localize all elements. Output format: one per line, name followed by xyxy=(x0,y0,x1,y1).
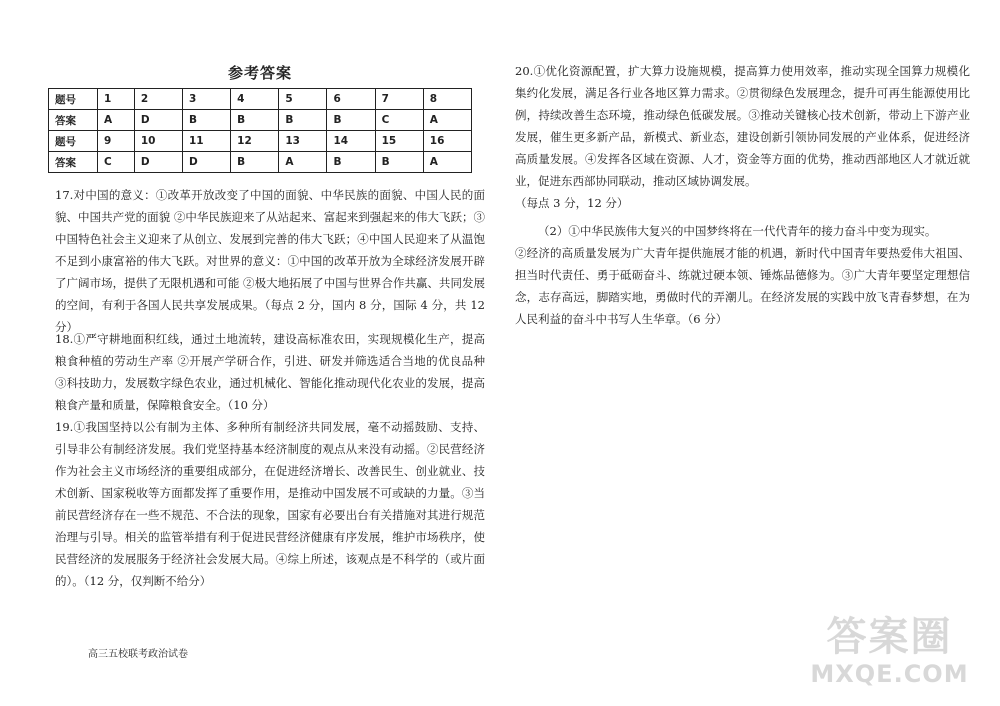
answer-table-cell: 9 xyxy=(98,131,135,152)
answer-table-cell: 6 xyxy=(327,89,375,110)
answer-table-cell: 3 xyxy=(183,89,231,110)
question-18-answer xyxy=(55,328,485,416)
page-footer: 高三五校联考政治试卷 xyxy=(88,649,188,660)
answer-title: 参考答案 xyxy=(227,64,292,82)
answer-table xyxy=(48,88,472,173)
question-17-text: 17.对中国的意义：①改革开放改变了中国的面貌、中华民族的面貌、中国人民的面貌、中国共产党的面貌 ②中华民族迎来了从站起来、富起来到强起来的伟大飞跃；③中国特色社会主义迎来了从创立、发展到完善的伟大飞跃；④中国人民迎来了从温饱不足到小康富裕的伟大飞跃。对世界的意义：①中国的改革开放为全球经济发展开辟了广阔市场，提供了无限机遇和可能 ②极大地拓展了中国与世界合作共赢、共同发展的空间，有利于各国人民共享发展成果。（每点 2 分，国内 8 分，国际 4 分，共 12 分） xyxy=(55,188,485,334)
answer-table-cell: 4 xyxy=(231,89,279,110)
answer-table-header-cell: 题号 xyxy=(49,131,98,152)
question-19-answer xyxy=(55,416,485,592)
answer-table-row xyxy=(49,152,472,173)
answer-table-cell: C xyxy=(375,110,423,131)
answer-table-cell: B xyxy=(279,110,327,131)
answer-table-cell: 14 xyxy=(327,131,375,152)
question-20-answer xyxy=(515,60,970,214)
question-20-part2a: （2）①中华民族伟大复兴的中国梦终将在一代代青年的接力奋斗中变为现实。 xyxy=(538,224,937,238)
question-20-part2b: ②经济的高质量发展为广大青年提供施展才能的机遇，新时代中国青年要热爱伟大祖国、担当时代责任、勇于砥砺奋斗、练就过硬本领、锤炼品德修为。③广大青年要坚定理想信念，志存高远，脚踏实地，勇做时代的弄潮儿。在经济发展的实践中放飞青春梦想，在为人民利益的奋斗中书写人生华章。（6 分） xyxy=(515,246,970,326)
answer-table-cell: D xyxy=(183,152,231,173)
answer-table-row xyxy=(49,131,472,152)
answer-table-cell: 13 xyxy=(279,131,327,152)
answer-table-cell: B xyxy=(327,152,375,173)
answer-table-cell: 10 xyxy=(134,131,182,152)
question-17-answer xyxy=(55,184,485,338)
answer-table-header-cell: 答案 xyxy=(49,110,98,131)
answer-table-row xyxy=(49,110,472,131)
answer-table-row xyxy=(49,89,472,110)
watermark-top: 答案圈 xyxy=(826,614,953,660)
answer-table-cell: 7 xyxy=(375,89,423,110)
watermark-logo xyxy=(797,614,982,692)
answer-table-cell: C xyxy=(98,152,135,173)
answer-table-cell: 8 xyxy=(423,89,471,110)
question-20-score1: （每点 3 分，12 分） xyxy=(515,196,629,210)
answer-table-cell: A xyxy=(98,110,135,131)
question-20-part1: 20.①优化资源配置，扩大算力设施规模，提高算力使用效率，推动实现全国算力规模化集约化发展，满足各行业各地区算力需求。②贯彻绿色发展理念，提升可再生能源使用比例，持续改善生态环境，推动绿色低碳发展。③推动关键核心技术创新，带动上下游产业发展，催生更多新产品，新模式、新业态，建设创新引领协同发展的产业体系，促进经济高质量发展。④发挥各区域在资源、人才，资金等方面的优势，推动西部地区人才就近就业，促进东西部协同联动，推动区域协调发展。 xyxy=(515,64,970,188)
answer-table-cell: 5 xyxy=(279,89,327,110)
answer-table-header-cell: 答案 xyxy=(49,152,98,173)
answer-table-cell: 16 xyxy=(423,131,471,152)
answer-table-cell: 12 xyxy=(231,131,279,152)
answer-table-cell: 11 xyxy=(183,131,231,152)
answer-table-cell: B xyxy=(375,152,423,173)
answer-table-cell: B xyxy=(231,110,279,131)
answer-table-cell: A xyxy=(279,152,327,173)
question-20-part2 xyxy=(515,220,970,330)
answer-table-cell: B xyxy=(183,110,231,131)
answer-table-cell: 15 xyxy=(375,131,423,152)
answer-table-cell: A xyxy=(423,152,471,173)
answer-table-cell: 2 xyxy=(134,89,182,110)
question-19-text: 19.①我国坚持以公有制为主体、多种所有制经济共同发展，毫不动摇鼓励、支持、引导非公有制经济发展。我们党坚持基本经济制度的观点从来没有动摇。②民营经济作为社会主义市场经济的重要组成部分，在促进经济增长、改善民生、创业就业、技术创新、国家税收等方面都发挥了重要作用，是推动中国发展不可或缺的力量。③当前民营经济存在一些不规范、不合法的现象，国家有必要出台有关措施对其进行规范治理与引导。相关的监管举措有利于促进民营经济健康有序发展，维护市场秩序，使民营经济的发展服务于经济社会发展大局。④综上所述，该观点是不科学的（或片面的）。（12 分，仅判断不给分） xyxy=(55,420,485,588)
question-18-text: 18.①严守耕地面积红线，通过土地流转，建设高标准农田，实现规模化生产，提高粮食种植的劳动生产率 ②开展产学研合作，引进、研发并筛选适合当地的优良品种 ③科技助力，发展数字绿色农业，通过机械化、智能化推动现代化农业的发展，提高粮食产量和质量，保障粮食安全。（10 分） xyxy=(55,332,485,412)
answer-table-cell: B xyxy=(231,152,279,173)
answer-table-cell: D xyxy=(134,152,182,173)
answer-table-cell: B xyxy=(327,110,375,131)
answer-table-cell: D xyxy=(134,110,182,131)
answer-table-header-cell: 题号 xyxy=(49,89,98,110)
watermark-bottom: MXQE.COM xyxy=(810,660,969,688)
answer-table-cell: A xyxy=(423,110,471,131)
answer-table-cell: 1 xyxy=(98,89,135,110)
